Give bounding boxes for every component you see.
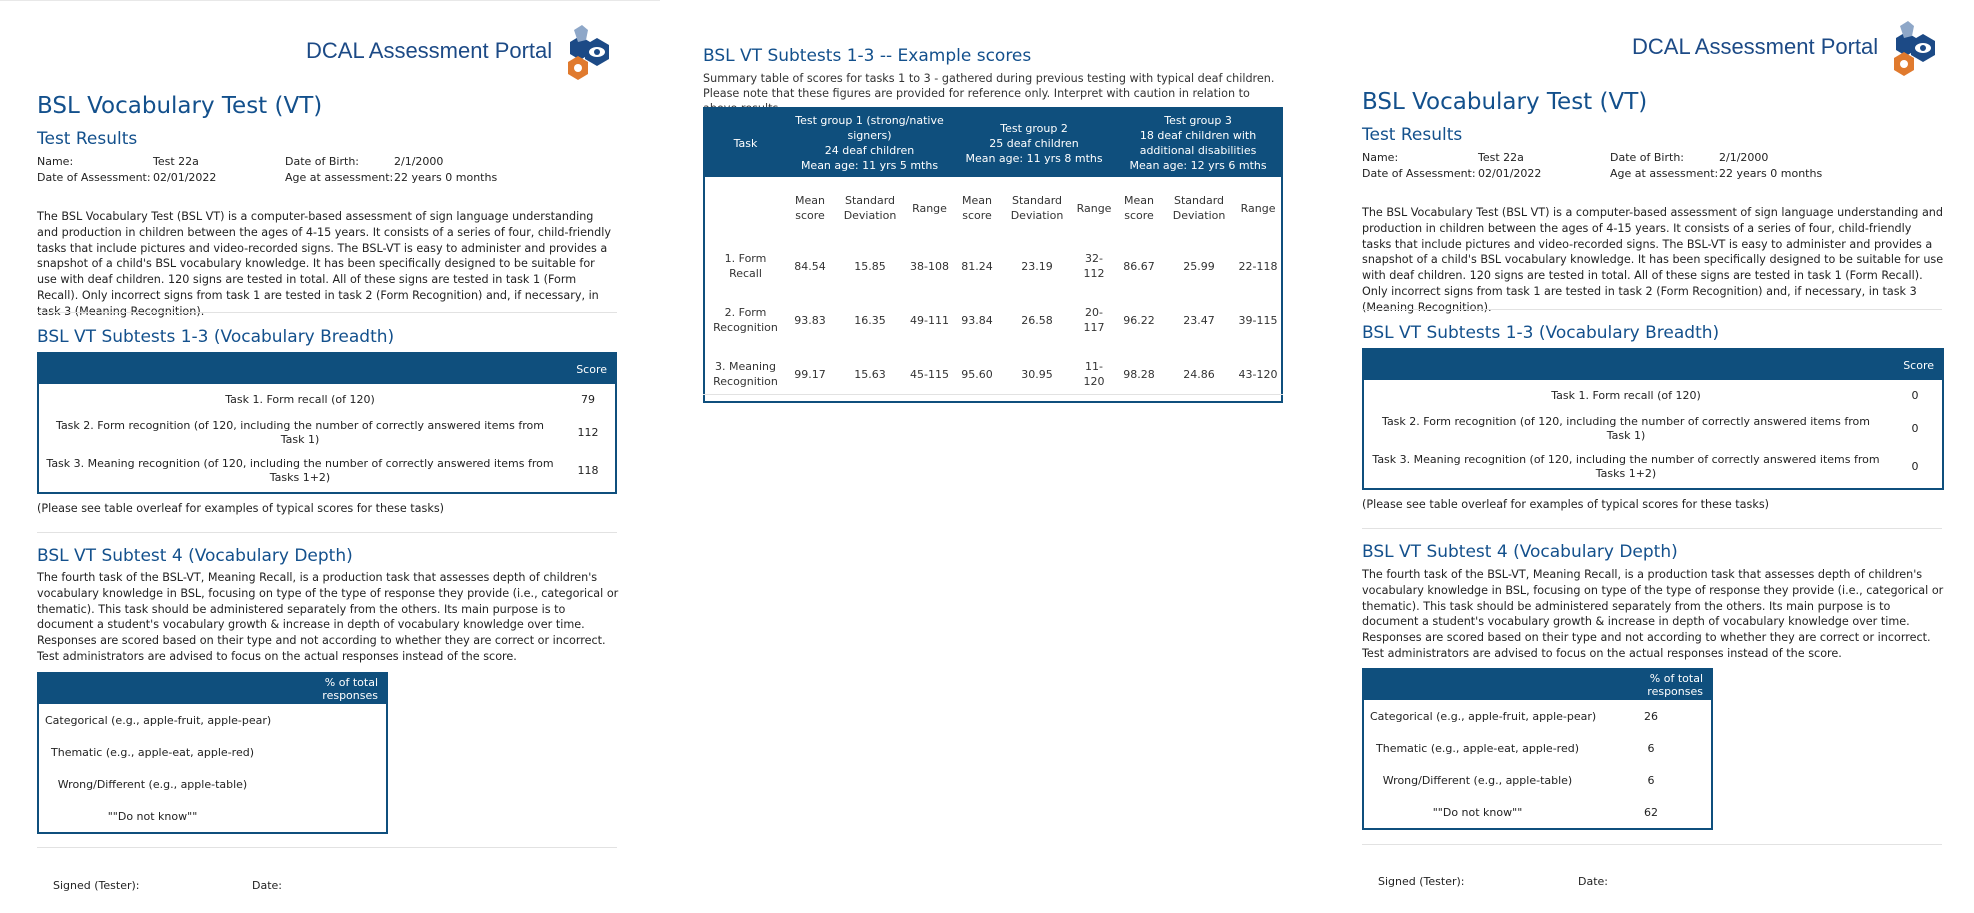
section-test-results: Test Results xyxy=(37,129,138,149)
responses-header: % of total responses xyxy=(266,673,387,704)
group-age: Mean age: 11 yrs 5 mths xyxy=(800,159,939,172)
table-row xyxy=(1363,700,1712,732)
table-row xyxy=(38,384,616,416)
response-type-label: Thematic (e.g., apple-eat, apple-red) xyxy=(51,745,254,759)
dob-value: 2/1/2000 xyxy=(1719,151,1769,164)
value-cell: 15.63 xyxy=(854,367,886,381)
table-row xyxy=(1363,764,1712,796)
col-header: Standard Deviation xyxy=(1010,194,1064,222)
breadth-score-table xyxy=(37,352,617,494)
dob-value: 2/1/2000 xyxy=(394,155,444,168)
task-cell: 1. Form Recall xyxy=(724,252,767,280)
response-type-table xyxy=(1362,668,1713,830)
task-label: Task 1. Form recall (of 120) xyxy=(1551,389,1701,402)
name-label: Name: xyxy=(1362,151,1399,164)
task-label: Task 2. Form recognition (of 120, including the number of correctly answered items from Task 1) xyxy=(56,419,544,446)
response-percent xyxy=(266,768,387,800)
divider xyxy=(1362,309,1942,310)
table-row xyxy=(38,768,387,800)
date-label: Date: xyxy=(1578,875,1608,888)
report-page-2 xyxy=(1330,0,1974,913)
value-cell: 84.54 xyxy=(794,259,826,273)
value-cell: 96.22 xyxy=(1123,313,1155,327)
age-value: 22 years 0 months xyxy=(394,171,498,184)
group-size: 24 deaf children xyxy=(824,144,915,157)
depth-paragraph: The fourth task of the BSL-VT, Meaning Recall, is a production task that assesses depth of children's vocabulary knowledge in BSL, focusing on type of the type of response they provide (i.e., categorical or thematic). This task should be administered separately from the others. Its main purpose is to document a student's vocabulary growth & increase in depth of vocabulary knowledge over time. Responses are scored based on their type and not according to whether they are correct or incorrect. Test administrators are advised to focus on the actual responses instead of the score. xyxy=(37,571,619,663)
divider xyxy=(703,394,1283,395)
response-percent: 62 xyxy=(1644,805,1658,819)
value-cell: 39-115 xyxy=(1238,313,1278,327)
group-age: Mean age: 12 yrs 6 mths xyxy=(1129,159,1267,172)
section-vocabulary-breadth: BSL VT Subtests 1-3 (Vocabulary Breadth) xyxy=(37,327,395,347)
logo-text: DCAL Assessment Portal xyxy=(306,38,553,63)
response-percent xyxy=(266,736,387,768)
value-cell: 22-118 xyxy=(1238,259,1278,273)
dob-label: Date of Birth: xyxy=(1610,151,1685,164)
value-cell: 20-117 xyxy=(1083,306,1105,334)
value-cell: 93.84 xyxy=(961,313,993,327)
doa-label: Date of Assessment: xyxy=(37,171,151,184)
response-type-label: Wrong/Different (e.g., apple-table) xyxy=(57,777,248,791)
score-header: Score xyxy=(561,353,616,384)
col-header: Mean score xyxy=(1124,194,1155,222)
value-cell: 26.58 xyxy=(1021,313,1053,327)
response-type-label: ""Do not know"" xyxy=(107,809,198,823)
col-header: Range xyxy=(912,201,947,215)
breadth-score-table xyxy=(1362,348,1944,490)
doa-value: 02/01/2022 xyxy=(153,171,217,184)
group-age: Mean age: 11 yrs 8 mths xyxy=(965,151,1103,165)
value-cell: 95.60 xyxy=(961,367,993,381)
table-header-row xyxy=(38,353,616,384)
example-scores-page xyxy=(662,0,1292,913)
table-row xyxy=(1363,380,1943,412)
table-header-row xyxy=(1363,669,1712,700)
value-cell: 43-120 xyxy=(1238,367,1278,381)
divider xyxy=(37,532,617,533)
age-value: 22 years 0 months xyxy=(1719,167,1823,180)
example-scores-title: BSL VT Subtests 1-3 -- Example scores xyxy=(703,46,1032,66)
page-title: BSL Vocabulary Test (VT) xyxy=(1362,89,1648,115)
group-size: 25 deaf children xyxy=(989,136,1079,150)
age-label: Age at assessment: xyxy=(1610,167,1719,180)
name-label: Name: xyxy=(37,155,74,168)
response-type-label: Categorical (e.g., apple-fruit, apple-pear) xyxy=(1370,709,1597,723)
task-score: 118 xyxy=(577,464,599,477)
task-header: Task xyxy=(704,108,786,177)
response-type-table xyxy=(37,672,388,834)
divider xyxy=(37,312,617,313)
table-row xyxy=(704,239,1282,293)
value-cell: 98.28 xyxy=(1123,367,1155,381)
task-score: 0 xyxy=(1911,389,1919,402)
divider xyxy=(37,847,617,848)
example-scores-description: Summary table of scores for tasks 1 to 3 - gathered during previous testing with typical deaf children. Please note that these figures are provided for reference only. Interpret with caution in relation to xyxy=(703,72,1275,100)
portal-logo xyxy=(1632,16,1944,78)
response-type-label: Thematic (e.g., apple-eat, apple-red) xyxy=(1376,741,1579,755)
logo-text: DCAL Assessment Portal xyxy=(1632,34,1879,59)
col-header: Range xyxy=(1240,201,1276,215)
table-row xyxy=(38,736,387,768)
table-row xyxy=(38,704,387,736)
score-header: Score xyxy=(1888,349,1943,380)
value-cell: 49-111 xyxy=(910,313,949,327)
col-header: Mean score xyxy=(962,194,992,222)
hexagon-hands-eye-icon xyxy=(556,20,618,82)
group-1-header xyxy=(786,108,953,177)
section-test-results: Test Results xyxy=(1362,125,1463,145)
date-label: Date: xyxy=(252,879,282,892)
table-row xyxy=(1363,412,1943,446)
group-title: Test group 3 xyxy=(1164,114,1232,127)
group-title: Test group 2 xyxy=(1000,121,1068,135)
group-size: 18 deaf children with additional disabilities xyxy=(1139,129,1257,157)
group-2-header xyxy=(953,108,1115,177)
task-label: Task 2. Form recognition (of 120, including the number of correctly answered items from Task 1) xyxy=(1382,415,1870,442)
dob-label: Date of Birth: xyxy=(285,155,360,168)
table-row xyxy=(1363,796,1712,829)
table-row xyxy=(1363,732,1712,764)
task-score: 112 xyxy=(577,426,599,439)
table-header-row xyxy=(704,108,1282,177)
value-cell: 93.83 xyxy=(794,313,826,327)
response-percent: 6 xyxy=(1647,741,1655,755)
task-cell: 3. Meaning Recognition xyxy=(713,360,778,388)
divider xyxy=(1362,528,1942,529)
signed-label: Signed (Tester): xyxy=(53,879,140,892)
col-header: Standard Deviation xyxy=(1172,194,1226,222)
col-header: Standard Deviation xyxy=(843,194,897,222)
name-value: Test 22a xyxy=(1478,151,1524,164)
response-percent xyxy=(266,704,387,736)
doa-label: Date of Assessment: xyxy=(1362,167,1476,180)
response-type-label: Categorical (e.g., apple-fruit, apple-pear) xyxy=(45,713,272,727)
overleaf-note: (Please see table overleaf for examples of typical scores for these tasks) xyxy=(1362,498,1770,511)
page-title: BSL Vocabulary Test (VT) xyxy=(37,93,323,119)
task-cell: 2. Form Recognition xyxy=(713,306,778,334)
value-cell: 45-115 xyxy=(910,367,949,381)
page-top-border xyxy=(0,0,660,1)
value-cell: 25.99 xyxy=(1183,259,1215,273)
response-percent xyxy=(266,800,387,833)
portal-logo xyxy=(306,20,618,82)
intro-paragraph: The BSL Vocabulary Test (BSL VT) is a computer-based assessment of sign language understanding and production in children between the ages of 4-15 years. It consists of a series of four, child-friendly tasks that include pictures and video-recorded signs. The BSL-VT is easy to administer and provides a snapshot of a child's BSL vocabulary knowledge. It has been specifically designed to be suitable for use with deaf children. 120 signs are tested in total. All of these signs are tested in task 1 (Form Recall). Only incorrect signs from task 1 are tested in task 2 (Form Recognition) and, if necessary, in task 3 (Meaning Recognition). xyxy=(37,210,611,318)
value-cell: 23.19 xyxy=(1021,259,1053,273)
responses-header: % of total responses xyxy=(1591,669,1712,700)
overleaf-note: (Please see table overleaf for examples of typical scores for these tasks) xyxy=(37,502,445,515)
value-cell: 81.24 xyxy=(961,259,993,273)
table-header-row xyxy=(38,673,387,704)
section-vocabulary-depth: BSL VT Subtest 4 (Vocabulary Depth) xyxy=(37,546,353,566)
section-vocabulary-depth: BSL VT Subtest 4 (Vocabulary Depth) xyxy=(1362,542,1678,562)
value-cell: 32-112 xyxy=(1083,252,1105,280)
task-score: 79 xyxy=(581,393,595,406)
divider xyxy=(1362,844,1942,845)
value-cell: 15.85 xyxy=(854,259,886,273)
col-header: Mean score xyxy=(795,194,825,222)
report-page-1 xyxy=(0,0,660,913)
task-score: 0 xyxy=(1911,422,1919,435)
task-label: Task 1. Form recall (of 120) xyxy=(225,393,375,406)
task-label: Task 3. Meaning recognition (of 120, including the number of correctly answered items from Tasks 1+2) xyxy=(46,457,554,484)
value-cell: 23.47 xyxy=(1183,313,1215,327)
value-cell: 30.95 xyxy=(1021,367,1053,381)
hexagon-hands-eye-icon xyxy=(1882,16,1944,78)
value-cell: 11-120 xyxy=(1083,360,1105,388)
section-vocabulary-breadth: BSL VT Subtests 1-3 (Vocabulary Breadth) xyxy=(1362,323,1720,343)
task-label: Task 3. Meaning recognition (of 120, including the number of correctly answered items from Tasks 1+2) xyxy=(1372,453,1880,480)
value-cell: 86.67 xyxy=(1123,259,1155,273)
table-header-row xyxy=(1363,349,1943,380)
value-cell: 24.86 xyxy=(1183,367,1215,381)
depth-paragraph: The fourth task of the BSL-VT, Meaning Recall, is a production task that assesses depth of children's vocabulary knowledge in BSL, focusing on type of the type of response they provide (i.e., categorical or thematic). This task should be administered separately from the others. Its main purpose is to document a student's vocabulary growth & increase in depth of vocabulary knowledge over time. Responses are scored based on their type and not according to whether they are correct or incorrect. Test administrators are advised to focus on the actual responses instead of the score. xyxy=(1362,568,1944,660)
subheader-row xyxy=(704,177,1282,239)
group-title: Test group 1 (strong/native signers) xyxy=(795,114,944,142)
example-scores-table xyxy=(703,107,1283,403)
value-cell: 99.17 xyxy=(794,367,826,381)
age-label: Age at assessment: xyxy=(285,171,394,184)
doa-value: 02/01/2022 xyxy=(1478,167,1542,180)
value-cell: 16.35 xyxy=(854,313,886,327)
task-score: 0 xyxy=(1911,460,1919,473)
table-row xyxy=(38,416,616,450)
value-cell: 38-108 xyxy=(910,259,949,273)
table-row xyxy=(704,293,1282,347)
name-value: Test 22a xyxy=(153,155,199,168)
col-header: Range xyxy=(1076,201,1112,215)
table-row xyxy=(1363,446,1943,489)
response-percent: 6 xyxy=(1647,773,1655,787)
table-row xyxy=(38,800,387,833)
group-3-header xyxy=(1115,108,1282,177)
response-type-label: ""Do not know"" xyxy=(1432,805,1523,819)
intro-paragraph: The BSL Vocabulary Test (BSL VT) is a computer-based assessment of sign language understanding and production in children between the ages of 4-15 years. It consists of a series of four, child-friendly tasks that include pictures and video-recorded signs. The BSL-VT is easy to administer and provides a snapshot of a child's BSL vocabulary knowledge. It has been specifically designed to be suitable for use with deaf children. 120 signs are tested in total. All of these signs are tested in task 1 (Form Recall). Only incorrect signs from task 1 are tested in task 2 (Form Recognition) and, if necessary, in task 3 (Meaning Recognition). xyxy=(1362,206,1944,314)
signed-label: Signed (Tester): xyxy=(1378,875,1465,888)
table-row xyxy=(38,450,616,493)
response-type-label: Wrong/Different (e.g., apple-table) xyxy=(1382,773,1573,787)
response-percent: 26 xyxy=(1644,709,1658,723)
